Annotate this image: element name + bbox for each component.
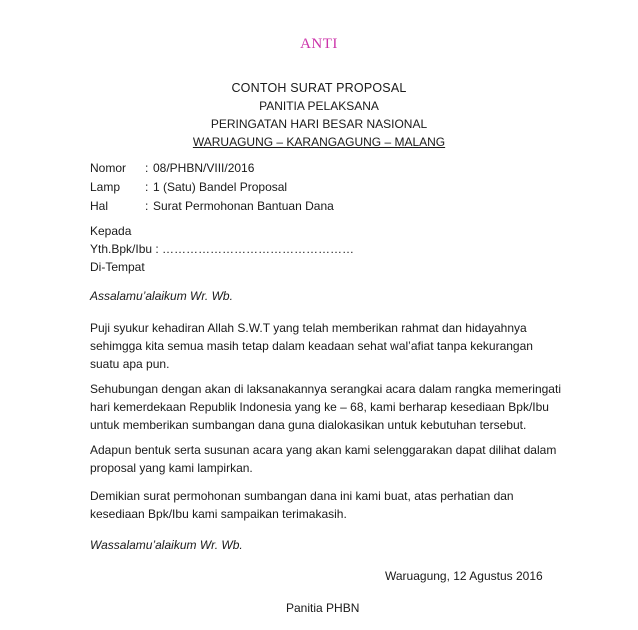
meta-value: Surat Permohonan Bantuan Dana <box>153 199 334 213</box>
paragraph-line: untuk memberikan sumbangan dana guna dialokasikan untuk kebutuhan tersebut. <box>90 418 527 432</box>
address-tempat: Di-Tempat <box>90 260 145 274</box>
meta-row-nomor <box>90 160 570 179</box>
paragraph-line: Adapun bentuk serta susunan acara yang akan kami selenggarakan dapat dilihat dalam <box>90 443 557 457</box>
address-yth: Yth.Bpk/Ibu : ………………………………………… <box>90 242 355 256</box>
greeting: Assalamu’alaikum Wr. Wb. <box>90 289 233 303</box>
meta-label: Lamp <box>90 180 121 194</box>
paragraph-line: Sehubungan dengan akan di laksanakannya serangkai acara dalam rangka memeringati <box>90 382 561 396</box>
meta-value: 1 (Satu) Bandel Proposal <box>153 180 288 194</box>
meta-separator: : <box>145 161 149 175</box>
paragraph-line: suatu apa pun. <box>90 357 170 371</box>
paragraph-1 <box>90 320 570 374</box>
document-title: CONTOH SURAT PROPOSAL <box>231 81 407 95</box>
paragraph-line: Demikian surat permohonan sumbangan dana ini kami buat, atas perhatian dan <box>90 489 514 503</box>
meta-value: 08/PHBN/VIII/2016 <box>153 161 255 175</box>
header-line-event: PERINGATAN HARI BESAR NASIONAL <box>210 117 428 131</box>
paragraph-line: Puji syukur kehadiran Allah S.W.T yang telah memberikan rahmat dan hidayahnya <box>90 321 527 335</box>
meta-separator: : <box>145 199 149 213</box>
meta-label: Hal <box>90 199 109 213</box>
address-kepada: Kepada <box>90 224 132 238</box>
letter-date: Waruagung, 12 Agustus 2016 <box>385 569 543 583</box>
letter-meta <box>90 160 570 217</box>
header-line-committee: PANITIA PELAKSANA <box>259 99 379 113</box>
paragraph-line: hari kemerdekaan Republik Indonesia yang ke – 68, kami berharap kesediaan Bpk/Ibu <box>90 400 549 414</box>
paragraph-line: kesediaan Bpk/Ibu kami sampaikan terimakasih. <box>90 507 347 521</box>
signature: Panitia PHBN <box>286 601 360 615</box>
watermark-text: ANTI <box>300 36 338 52</box>
paragraph-3 <box>90 442 570 478</box>
paragraph-4 <box>90 488 570 524</box>
header-line-location: WARUAGUNG – KARANGAGUNG – MALANG <box>192 135 446 149</box>
paragraph-line: sehimgga kita semua masih tetap dalam keadaan sehat wal’afiat tanpa kekurangan <box>90 339 533 353</box>
meta-label: Nomor <box>90 161 127 175</box>
meta-separator: : <box>145 180 149 194</box>
closing: Wassalamu’alaikum Wr. Wb. <box>90 538 243 552</box>
meta-row-hal <box>90 198 570 217</box>
paragraph-line: proposal yang kami lampirkan. <box>90 461 253 475</box>
recipient-address <box>90 223 570 277</box>
meta-row-lamp <box>90 179 570 198</box>
paragraph-2 <box>90 381 570 435</box>
